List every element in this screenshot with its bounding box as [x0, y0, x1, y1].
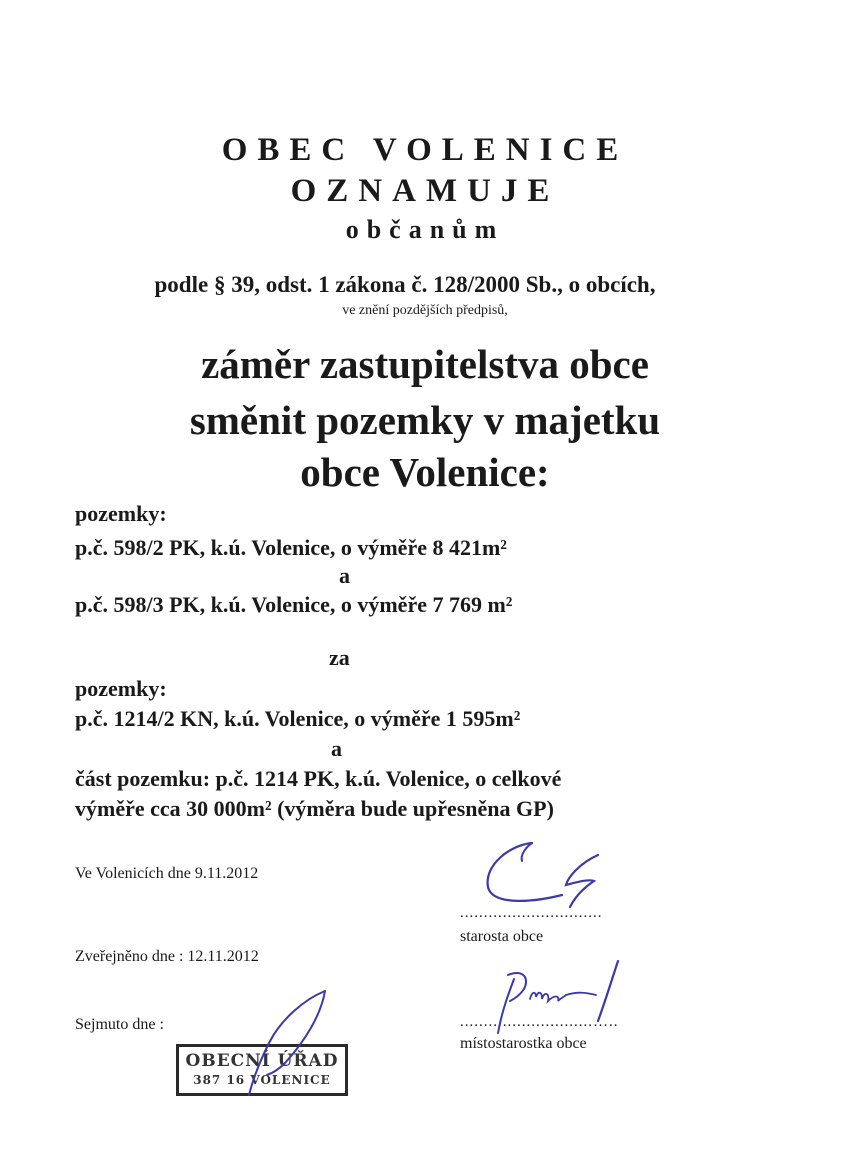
deputy-title: místostarostka obce	[460, 1035, 587, 1052]
intent-line-1: záměr zastupitelstva obce	[201, 341, 649, 387]
published-date: Zveřejněno dne : 12.11.2012	[75, 948, 259, 965]
group2-label: pozemky:	[75, 676, 167, 701]
group1-and: a	[339, 563, 350, 588]
group2-item-2-line-2: výměře cca 30 000m² (výměra bude upřesněna GP)	[75, 796, 554, 821]
mayor-title: starosta obce	[460, 928, 544, 945]
deputy-signature-line: ............................…..	[460, 1014, 619, 1030]
stamp-line-2: 387 16 VOLENICE	[193, 1073, 331, 1087]
place-date: Ve Volenicích dne 9.11.2012	[75, 865, 259, 882]
group1-item-2: p.č. 598/3 PK, k.ú. Volenice, o výměře 7 769 m²	[75, 592, 513, 617]
stamp-line-1: OBECNÍ ÚŘAD	[185, 1051, 339, 1071]
citizens-heading: občanům	[345, 215, 505, 244]
group1-item-1: p.č. 598/2 PK, k.ú. Volenice, o výměře 8 421m²	[75, 535, 507, 560]
municipality-title: OBEC VOLENICE	[221, 132, 629, 168]
mayor-signature	[470, 825, 610, 915]
group2-item-2-line-1: část pozemku: p.č. 1214 PK, k.ú. Volenice, o celkové	[75, 766, 562, 791]
group2-and: a	[331, 736, 342, 761]
group1-label: pozemky:	[75, 501, 167, 526]
announces-heading: OZNAMUJE	[290, 173, 560, 209]
exchange-for: za	[329, 645, 350, 670]
removed-date: Sejmuto dne :	[75, 1016, 164, 1033]
deputy-signature	[478, 955, 638, 1040]
mayor-signature-line: ..............................	[460, 905, 603, 921]
legal-basis: podle § 39, odst. 1 zákona č. 128/2000 Sb., o obcích,	[154, 272, 656, 297]
legal-amendment: ve znění pozdějších předpisů,	[342, 303, 508, 318]
intent-line-3: obce Volenice:	[300, 449, 550, 495]
intent-line-2: směnit pozemky v majetku	[189, 397, 661, 443]
group2-item-1: p.č. 1214/2 KN, k.ú. Volenice, o výměře 1 595m²	[75, 706, 521, 731]
stamp-signature	[225, 985, 335, 1100]
